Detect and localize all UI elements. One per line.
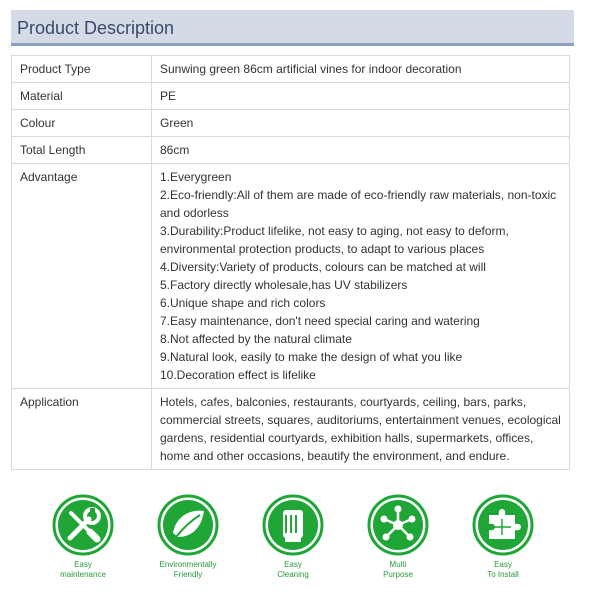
row-value: Sunwing green 86cm artificial vines for indoor decoration [152,56,570,83]
row-value: 86cm [152,137,570,164]
row-label: Total Length [12,137,152,164]
advantage-item: 2.Eco-friendly:All of them are made of eco-friendly raw materials, non-toxic and odorless [160,188,557,220]
cleaning-glove-icon [261,493,325,557]
feature-easy-cleaning [253,493,333,580]
feature-multi-purpose [358,493,438,580]
row-value: PE [152,83,570,110]
advantage-item: 9.Natural look, easily to make the design of what you like [160,350,463,364]
advantage-item: 10.Decoration effect is lifelike [160,368,316,382]
row-label: Product Type [12,56,152,83]
section-title: Product Description [17,18,175,38]
table-row [12,83,570,110]
feature-label: Easy To Install [487,560,519,579]
feature-label: Easy maintenance [60,560,106,579]
advantage-item: 8.Not affected by the natural climate [160,332,352,346]
feature-label: Environmentally Friendly [159,560,217,579]
advantage-item: 1.Everygreen [160,170,232,184]
row-label: Application [12,389,152,470]
table-row-advantage [12,164,570,389]
table-row-application [12,389,570,470]
network-icon [366,493,430,557]
wrench-screwdriver-icon [51,493,115,557]
table-row [12,137,570,164]
feature-easy-to-install [463,493,543,580]
row-value: Green [152,110,570,137]
section-header [11,10,574,46]
puzzle-icon [471,493,535,557]
row-label: Material [12,83,152,110]
row-value: Hotels, cafes, balconies, restaurants, courtyards, ceiling, bars, parks, commercial streets, squares, auditoriums, entertainment venues, ecological gardens, residential courtyards, exhibition halls, supermarkets, offices, home and other occasions, beautify the environment, and endure. [152,389,570,470]
feature-environmentally-friendly [148,493,228,580]
spec-table [11,55,570,470]
feature-easy-maintenance [43,493,123,580]
feature-label: Easy Cleaning [277,560,309,579]
advantage-item: 5.Factory directly wholesale,has UV stabilizers [160,278,408,292]
leaf-icon [156,493,220,557]
feature-icons [50,493,530,588]
advantage-item: 4.Diversity:Variety of products, colours can be matched at will [160,260,486,274]
row-label: Advantage [12,164,152,389]
advantage-item: 3.Durability:Product lifelike, not easy to aging, not easy to deform, environmental protection products, to adapt to various places [160,224,509,256]
advantage-item: 7.Easy maintenance, don't need special caring and watering [160,314,480,328]
table-row [12,56,570,83]
feature-label: Multi Purpose [383,560,413,579]
table-row [12,110,570,137]
advantage-item: 6.Unique shape and rich colors [160,296,326,310]
row-label: Colour [12,110,152,137]
advantage-list [152,164,570,389]
